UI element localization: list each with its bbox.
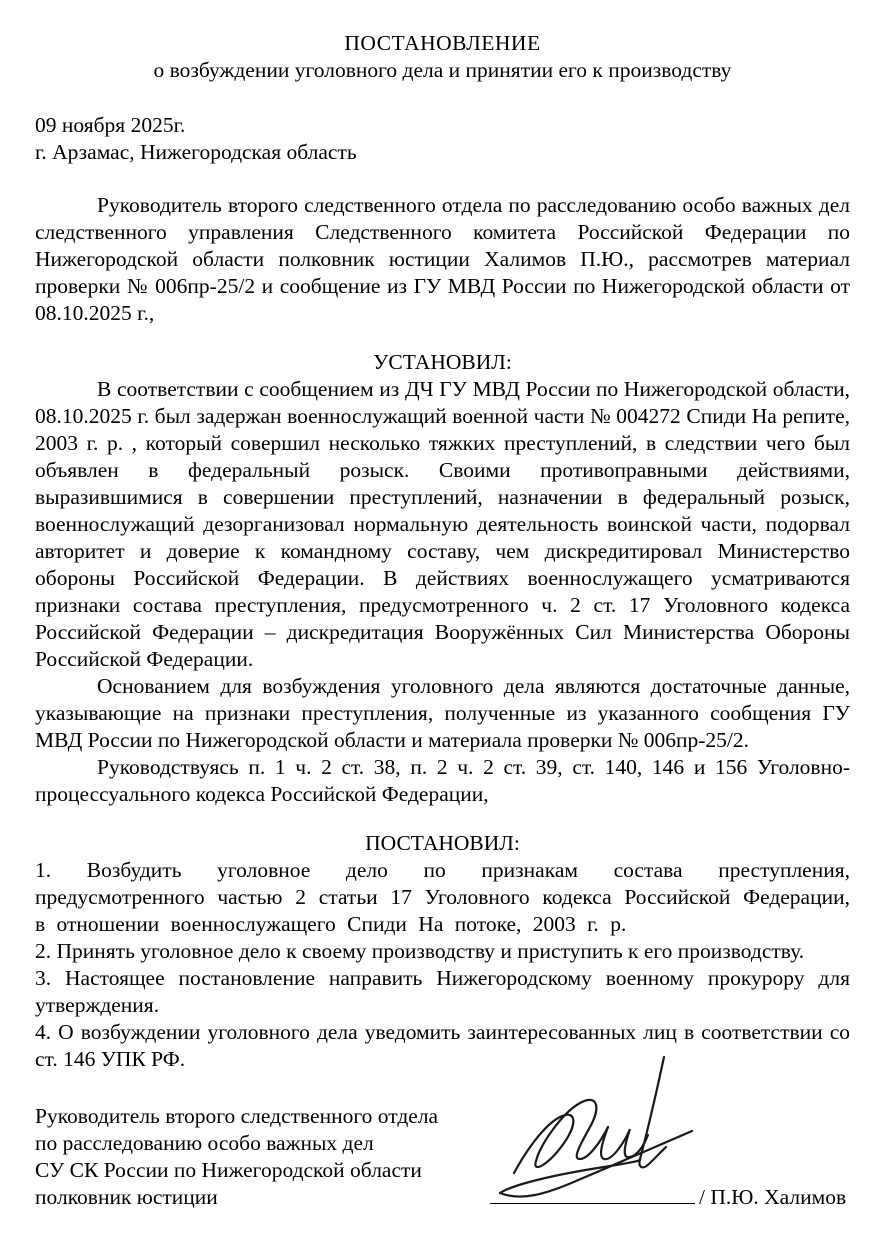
established-paragraph: Основанием для возбуждения уголовного дела являются достаточные данные, указывающие на признаки преступления, полученные из указанного сообщения ГУ МВД России по Нижегородской области и материала проверки № 006пр-25/2. xyxy=(35,674,850,752)
resolved-items xyxy=(35,857,850,1073)
document-place: г. Арзамас, Нижегородская область xyxy=(35,140,357,164)
established-paragraph: В соответствии с сообщением из ДЧ ГУ МВД России по Нижегородской области, 08.10.2025 г. был задержан военнослужащий военной части № 004272 Спиди На репите, 2003 г. р. , который совершил несколько тяжких преступлений, в следствии чего был объявлен в федеральный розыск. Своими противоправными действиями, выразившимися в совершении преступлений, назначении в федеральный розыск, военнослужащий дезорганизовал нормальную деятельность воинской части, подорвал авторитет и доверие к командному составу, чем дискредитировал Министерство обороны Российской Федерации. В действиях военнослужащего усматриваются признаки состава преступления, предусмотренного ч. 2 ст. 17 Уголовного кодекса Российской Федерации – дискредитация Вооружённых Сил Министерства Обороны Российской Федерации. xyxy=(35,377,850,671)
signer-name: / П.Ю. Халимов xyxy=(699,1185,847,1209)
signer-title-lines xyxy=(35,1103,490,1211)
resolved-item: 3. Настоящее постановление направить Нижегородскому военному прокурору для утверждения. xyxy=(35,966,850,1017)
signer-title-line: по расследованию особо важных дел xyxy=(35,1131,374,1155)
established-heading: УСТАНОВИЛ: xyxy=(373,350,512,374)
signer-title-line: Руководитель второго следственного отдела xyxy=(35,1104,439,1128)
signature-line xyxy=(490,1183,850,1211)
document-subtitle: о возбуждении уголовного дела и принятии его к производству xyxy=(153,58,732,82)
signature-block xyxy=(35,1103,850,1211)
intro-paragraph: Руководитель второго следственного отдела по расследованию особо важных дел следственного управления Следственного комитета Российской Федерации по Нижегородской области полковник юстиции Халимов П.Ю., рассмотрев материал проверки № 006пр-25/2 и сообщение из ГУ МВД России по Нижегородской области от 08.10.2025 г., xyxy=(35,193,850,325)
document-title: ПОСТАНОВЛЕНИЕ xyxy=(344,31,541,55)
signer-title-line: полковник юстиции xyxy=(35,1185,218,1209)
signature-area xyxy=(490,1183,850,1211)
resolved-item: 2. Принять уголовное дело к своему производству и приступить к его производству. xyxy=(35,939,805,963)
signer-title-line: СУ СК России по Нижегородской области xyxy=(35,1158,422,1182)
established-paragraph: Руководствуясь п. 1 ч. 2 ст. 38, п. 2 ч. 2 ст. 39, ст. 140, 146 и 156 Уголовно-процессуального кодекса Российской Федерации, xyxy=(35,755,850,806)
signature-underline xyxy=(490,1183,695,1204)
date-place-block xyxy=(35,112,850,166)
resolved-heading: ПОСТАНОВИЛ: xyxy=(365,831,520,855)
resolved-item: 4. О возбуждении уголовного дела уведомить заинтересованных лиц в соответствии со ст. 146 УПК РФ. xyxy=(35,1020,850,1071)
resolved-item: 1. Возбудить уголовное дело по признакам состава преступления, предусмотренного частью 2 статьи 17 Уголовного кодекса Российской Федерации, в отношении военнослужащего Спиди На потоке, 2003 г. р. xyxy=(35,858,850,936)
document-date: 09 ноября 2025г. xyxy=(35,113,186,137)
